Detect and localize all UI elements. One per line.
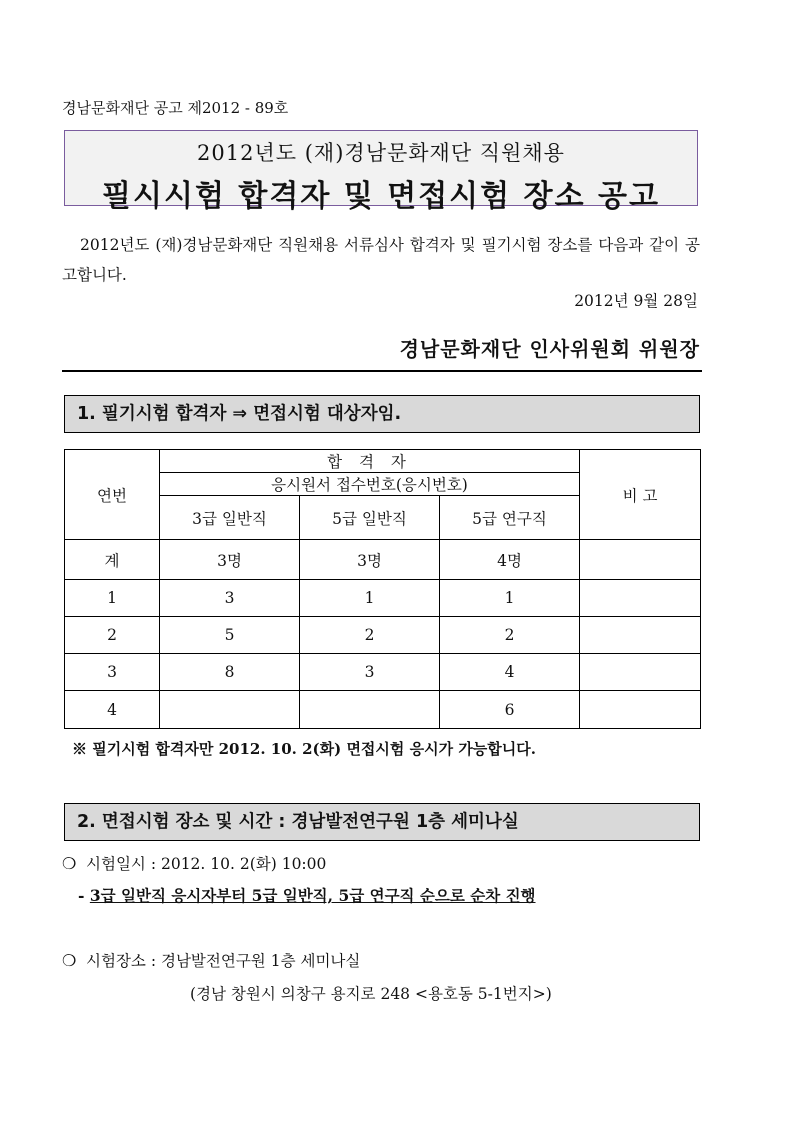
row-no: 3 bbox=[65, 654, 160, 691]
remark-cell bbox=[580, 580, 701, 617]
page-title: 필시시험 합격자 및 면접시험 장소 공고 bbox=[102, 179, 660, 214]
cell: 2 bbox=[300, 617, 440, 654]
pass-note: ※ 필기시험 합격자만 2012. 10. 2(화) 면접시험 응시가 가능합니다. bbox=[72, 740, 536, 758]
row-no: 4 bbox=[65, 691, 160, 729]
cell: 8 bbox=[160, 654, 300, 691]
cell: 6 bbox=[440, 691, 580, 729]
total-value: 3명 bbox=[160, 540, 300, 580]
title-box bbox=[64, 130, 698, 214]
dash-prefix: - bbox=[78, 886, 90, 905]
notice-number: 경남문화재단 공고 제2012 - 89호 bbox=[62, 99, 289, 117]
section1-heading: 1. 필기시험 합격자 ⇒ 면접시험 대상자임. bbox=[64, 395, 700, 433]
exam-order-line bbox=[78, 884, 536, 906]
header-receipt: 응시원서 접수번호(응시번호) bbox=[160, 473, 580, 496]
cell: 4 bbox=[440, 654, 580, 691]
header-remark: 비 고 bbox=[580, 450, 701, 540]
exam-date-line bbox=[62, 852, 326, 874]
signer: 경남문화재단 인사위원회 위원장 bbox=[399, 337, 700, 361]
cell bbox=[300, 691, 440, 729]
header-grade3-general: 3급 일반직 bbox=[160, 496, 300, 540]
table-row bbox=[65, 580, 701, 617]
divider bbox=[62, 370, 702, 372]
table-row-total bbox=[65, 540, 701, 580]
exam-place-line bbox=[62, 949, 360, 971]
exam-address: (경남 창원시 의창구 용지로 248 <용호동 5-1번지>) bbox=[190, 985, 552, 1003]
cell: 2 bbox=[440, 617, 580, 654]
table-row bbox=[65, 617, 701, 654]
intro-text: 2012년도 (재)경남문화재단 직원채용 서류심사 합격자 및 필기시험 장소를 다음과 같이 공고합니다. bbox=[62, 236, 700, 284]
remark-cell bbox=[580, 540, 701, 580]
section2-heading: 2. 면접시험 장소 및 시간 : 경남발전연구원 1층 세미나실 bbox=[64, 803, 700, 841]
exam-place-text: 시험장소 : 경남발전연구원 1층 세미나실 bbox=[86, 952, 361, 970]
total-value: 3명 bbox=[300, 540, 440, 580]
table-row bbox=[65, 691, 701, 729]
cell: 1 bbox=[440, 580, 580, 617]
title-sub: 2012년도 (재)경남문화재단 직원채용 bbox=[197, 141, 565, 165]
remark-cell bbox=[580, 617, 701, 654]
total-label: 계 bbox=[65, 540, 160, 580]
header-grade5-research: 5급 연구직 bbox=[440, 496, 580, 540]
cell bbox=[160, 691, 300, 729]
table-row bbox=[65, 654, 701, 691]
intro-paragraph bbox=[62, 230, 700, 290]
circle-bullet-icon: ❍ bbox=[62, 951, 77, 970]
cell: 5 bbox=[160, 617, 300, 654]
total-value: 4명 bbox=[440, 540, 580, 580]
exam-date-text: 시험일시 : 2012. 10. 2(화) 10:00 bbox=[86, 855, 327, 873]
remark-cell bbox=[580, 691, 701, 729]
cell: 3 bbox=[160, 580, 300, 617]
header-pass: 합 격 자 bbox=[160, 450, 580, 473]
notice-date: 2012년 9월 28일 bbox=[574, 292, 698, 310]
header-grade5-general: 5급 일반직 bbox=[300, 496, 440, 540]
remark-cell bbox=[580, 654, 701, 691]
row-no: 1 bbox=[65, 580, 160, 617]
exam-order-text: 3급 일반직 응시자부터 5급 일반직, 5급 연구직 순으로 순차 진행 bbox=[89, 886, 536, 905]
row-no: 2 bbox=[65, 617, 160, 654]
circle-bullet-icon: ❍ bbox=[62, 854, 77, 873]
cell: 3 bbox=[300, 654, 440, 691]
cell: 1 bbox=[300, 580, 440, 617]
header-no: 연번 bbox=[65, 450, 160, 540]
result-table bbox=[64, 449, 701, 729]
